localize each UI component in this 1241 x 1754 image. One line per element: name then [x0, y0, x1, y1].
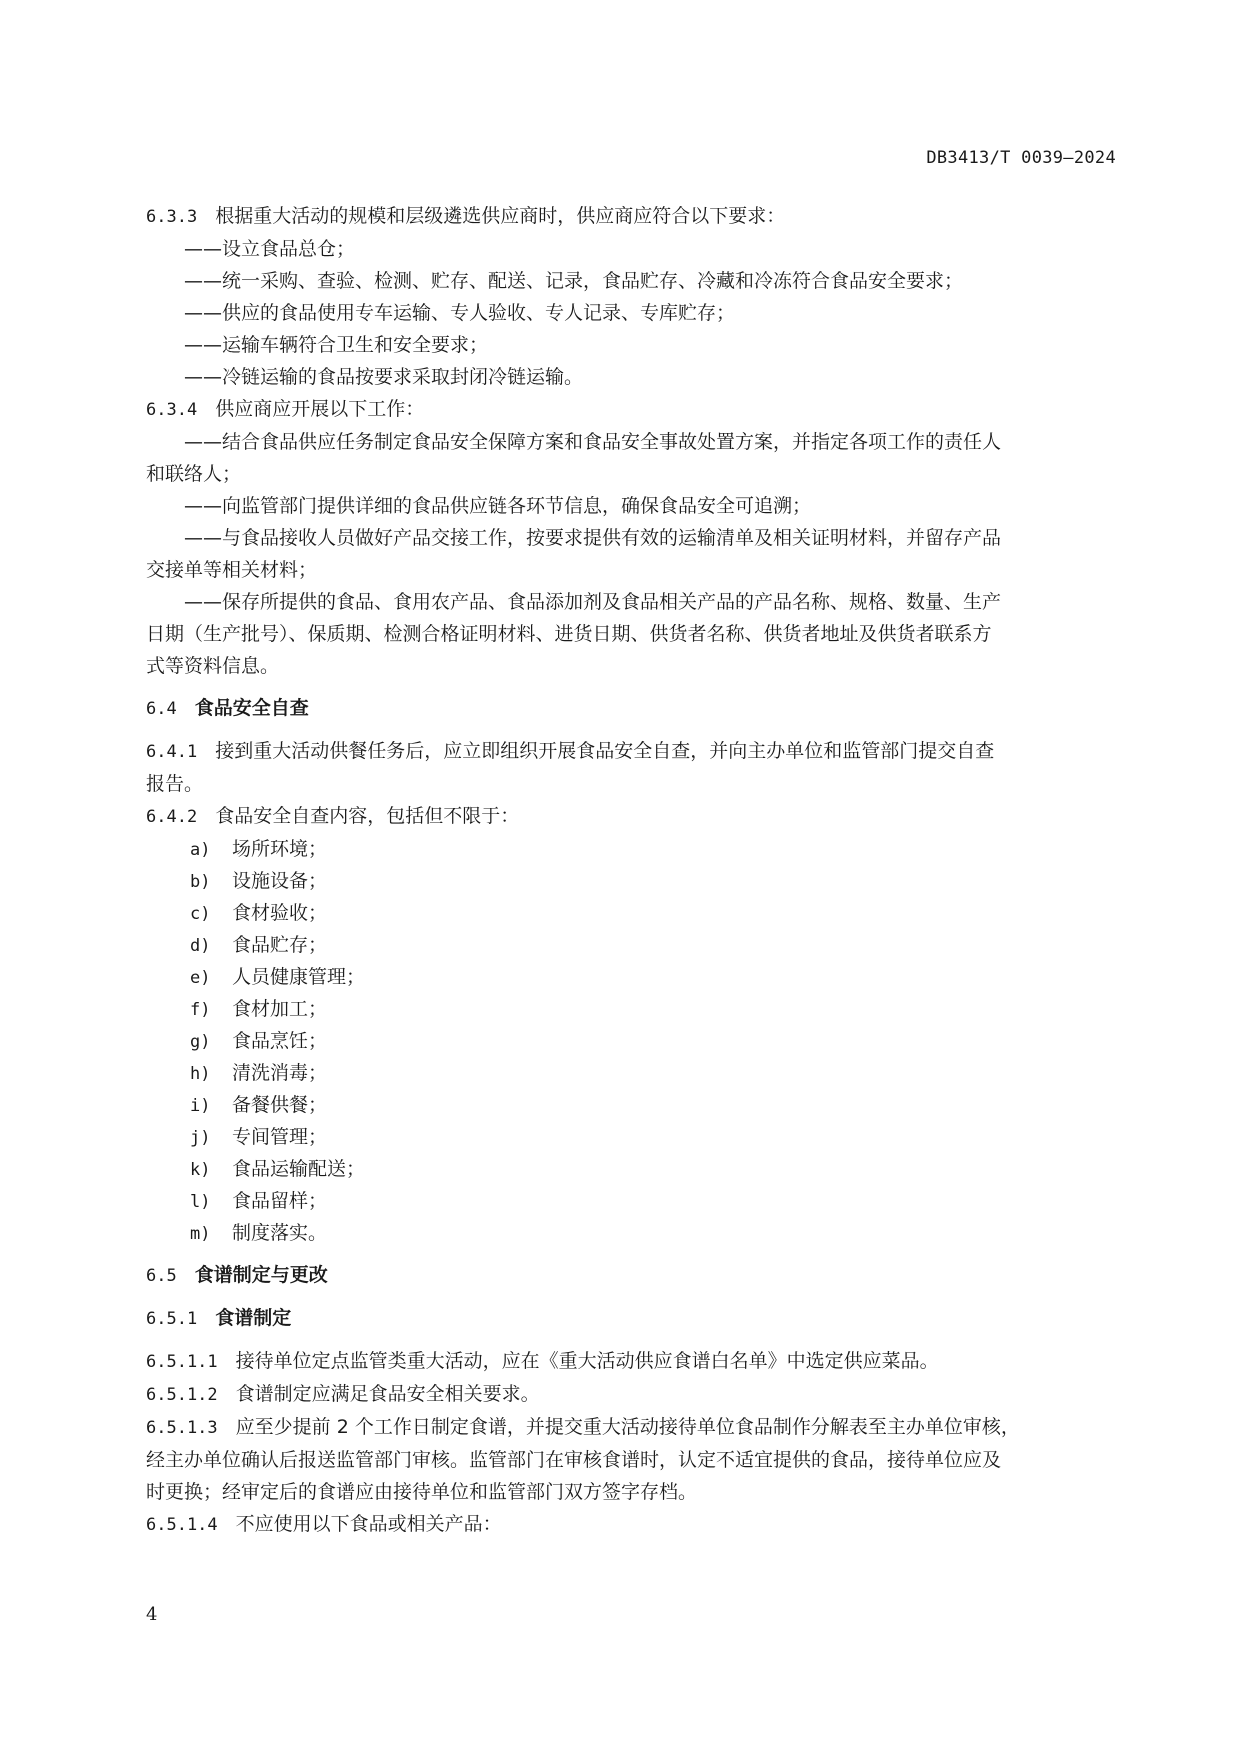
- list-item-text: 食材加工；: [232, 998, 328, 1020]
- dash-item-continuation: 交接单等相关材料；: [146, 559, 318, 581]
- clause-continuation: 报告。: [146, 773, 204, 795]
- dash-item: ——结合食品供应任务制定食品安全保障方案和食品安全事故处置方案，并指定各项工作的责任人: [184, 431, 1002, 453]
- dash-item: ——与食品接收人员做好产品交接工作，按要求提供有效的运输清单及相关证明材料，并留存产品: [184, 527, 1002, 549]
- list-item-text: 设施设备；: [232, 870, 328, 892]
- list-item: [146, 1185, 1116, 1217]
- dash-item: ——统一采购、查验、检测、贮存、配送、记录，食品贮存、冷藏和冷冻符合食品安全要求；: [184, 270, 964, 292]
- clause-continuation: 经主办单位确认后报送监管部门审核。监管部门在审核食谱时，认定不适宜提供的食品，接待单位应及: [146, 1449, 1002, 1471]
- clause-6-5-1-3: [146, 1411, 1116, 1444]
- list-item-label: j): [190, 1128, 211, 1148]
- list-item: [146, 1057, 1116, 1089]
- dash-item: ——供应的食品使用专车运输、专人验收、专人记录、专库贮存；: [184, 302, 736, 324]
- section-heading-6-5-1: [146, 1302, 1116, 1335]
- dash-item-continuation: 和联络人；: [146, 463, 242, 485]
- list-item-text: 食品运输配送；: [232, 1158, 366, 1180]
- list-item: [146, 1217, 1116, 1249]
- section-title: 食谱制定与更改: [194, 1264, 328, 1286]
- document-code: DB3413/T 0039—2024: [926, 148, 1116, 168]
- clause-number: 6.5.1.3: [146, 1418, 218, 1438]
- clause-text: 根据重大活动的规模和层级遴选供应商时，供应商应符合以下要求：: [215, 205, 786, 227]
- section-title: 食品安全自查: [194, 697, 309, 719]
- list-item-label: l): [190, 1192, 211, 1212]
- dash-item: ——保存所提供的食品、食用农产品、食品添加剂及食品相关产品的产品名称、规格、数量、生产: [184, 591, 1002, 613]
- clause-text: 接到重大活动供餐任务后，应立即组织开展食品安全自查，并向主办单位和监管部门提交自查: [215, 740, 995, 762]
- list-item-label: i): [190, 1096, 211, 1116]
- list-item-text: 食品留样；: [232, 1190, 328, 1212]
- list-item-label: k): [190, 1160, 211, 1180]
- section-number: 6.4: [146, 699, 177, 719]
- list-item: [146, 865, 1116, 897]
- clause-6-3-3: [146, 200, 1116, 233]
- clause-text: 不应使用以下食品或相关产品：: [235, 1513, 502, 1535]
- page-number: 4: [146, 1604, 158, 1625]
- list-item-text: 制度落实。: [232, 1222, 328, 1244]
- list-item-text: 食品烹饪；: [232, 1030, 328, 1052]
- list-item: [146, 961, 1116, 993]
- clause-6-5-1-1: [146, 1345, 1116, 1378]
- list-item-text: 备餐供餐；: [232, 1094, 328, 1116]
- section-title: 食谱制定: [215, 1307, 292, 1329]
- document-body: [146, 200, 1116, 1541]
- list-item-label: d): [190, 936, 211, 956]
- clause-continuation: 时更换；经审定后的食谱应由接待单位和监管部门双方签字存档。: [146, 1481, 698, 1503]
- clause-text: 食谱制定应满足食品安全相关要求。: [235, 1383, 540, 1405]
- clause-number: 6.5.1.4: [146, 1515, 218, 1535]
- section-heading-6-4: [146, 692, 1116, 725]
- section-heading-6-5: [146, 1259, 1116, 1292]
- clause-6-4-2: [146, 800, 1116, 833]
- clause-text: 食品安全自查内容，包括但不限于：: [215, 805, 520, 827]
- list-item: [146, 897, 1116, 929]
- list-item-text: 人员健康管理；: [232, 966, 366, 988]
- clause-text: 接待单位定点监管类重大活动，应在《重大活动供应食谱白名单》中选定供应菜品。: [235, 1350, 939, 1372]
- list-item-label: e): [190, 968, 211, 988]
- list-item-label: f): [190, 1000, 211, 1020]
- list-item: [146, 1153, 1116, 1185]
- list-item-label: g): [190, 1032, 211, 1052]
- clause-number: 6.4.1: [146, 742, 198, 762]
- list-item: [146, 993, 1116, 1025]
- list-item-label: b): [190, 872, 211, 892]
- list-item-label: c): [190, 904, 211, 924]
- list-item-text: 食材验收；: [232, 902, 328, 924]
- dash-item: ——冷链运输的食品按要求采取封闭冷链运输。: [184, 366, 584, 388]
- list-item: [146, 1025, 1116, 1057]
- list-item-label: m): [190, 1224, 211, 1244]
- section-number: 6.5: [146, 1266, 177, 1286]
- dash-item-continuation: 式等资料信息。: [146, 655, 280, 677]
- dash-item: ——运输车辆符合卫生和安全要求；: [184, 334, 489, 356]
- clause-6-5-1-2: [146, 1378, 1116, 1411]
- clause-number: 6.5.1.1: [146, 1352, 218, 1372]
- clause-text: 供应商应开展以下工作：: [215, 398, 425, 420]
- list-item: [146, 833, 1116, 865]
- clause-number: 6.3.4: [146, 400, 198, 420]
- clause-number: 6.4.2: [146, 807, 198, 827]
- self-check-list: [146, 833, 1116, 1249]
- list-item: [146, 1089, 1116, 1121]
- clause-6-5-1-4: [146, 1508, 1116, 1541]
- clause-number: 6.5.1.2: [146, 1385, 218, 1405]
- list-item-label: a): [190, 840, 211, 860]
- list-item-text: 专间管理；: [232, 1126, 328, 1148]
- list-item: [146, 929, 1116, 961]
- clause-6-4-1: [146, 735, 1116, 768]
- list-item: [146, 1121, 1116, 1153]
- list-item-text: 场所环境；: [232, 838, 328, 860]
- section-number: 6.5.1: [146, 1309, 198, 1329]
- dash-item: ——设立食品总仓；: [184, 238, 356, 260]
- clause-6-3-4: [146, 393, 1116, 426]
- list-item-text: 清洗消毒；: [232, 1062, 328, 1084]
- clause-text: 应至少提前 2 个工作日制定食谱，并提交重大活动接待单位食品制作分解表至主办单位审核，: [235, 1416, 1020, 1438]
- list-item-text: 食品贮存；: [232, 934, 328, 956]
- dash-item-continuation: 日期（生产批号）、保质期、检测合格证明材料、进货日期、供货者名称、供货者地址及供货者联系方: [146, 623, 992, 645]
- list-item-label: h): [190, 1064, 211, 1084]
- dash-item: ——向监管部门提供详细的食品供应链各环节信息，确保食品安全可追溯；: [184, 495, 812, 517]
- clause-number: 6.3.3: [146, 207, 198, 227]
